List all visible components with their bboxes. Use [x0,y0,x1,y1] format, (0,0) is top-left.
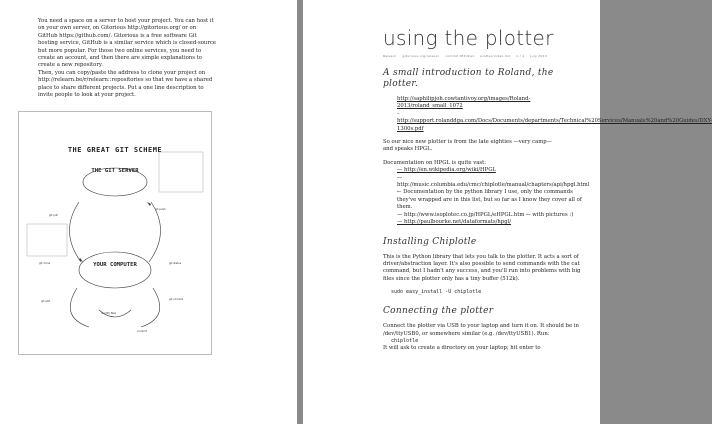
intro-line: http://relearn.be/r/relearn::repositories so that we have a shared [38,77,213,84]
right-page [303,0,712,424]
body-plotter-1: So our nice new plotter is from the late eighties —very camp— [383,139,552,146]
callout-commit-2: commit [137,330,147,334]
body-installing: This is the Python library that lets you talk to the plotter. It acts a sort of driver/abstraction layer. It's also possible to send commands with the cat command, but I hadn't any success, and you'll run into problems with big files since the plotter only has a tiny buffer (512k). [383,253,581,282]
intro-line: You need a space on a server to host your project. You can host it [38,18,214,24]
callout-modify: modify files [101,312,117,316]
byline-item: July 2013 [530,54,548,58]
figure-server-label: THE GIT SERVER [91,168,139,175]
intro-line: on your own server, on Gitorious http://gitorious.org/ or on [38,25,197,32]
byline-item: Relearn [383,54,397,58]
link-isoplotec[interactable]: — http://www.isoplotec.co.jp/HPGL/eHPGL.htm ← with pictures :) [397,211,574,218]
figure-computer-label: YOUR COMPUTER [93,262,137,269]
intro-line: Then, you can copy/paste the address to clone your project on [38,69,206,76]
callout-add: git add [41,300,51,304]
left-page [0,0,297,424]
byline-item: commit 8f3d2a1 [445,54,475,58]
code-chiplotle: chiplotle [391,337,419,344]
intro-line: create an account, and then there are simple explanations to [38,55,202,62]
byline-item: plotter/index.md [480,54,511,58]
intro-line: but more popular. For those two online services, you need to [38,47,202,54]
link-chiplotle-hpgl[interactable]: — http://music.columbia.edu/cmc/chiplotle/manual/chapters/api/hpgl.html ← Documentation by the python library I use, only the commands they've wrapped are in this list, but so far as I know they cover all of them. [397,174,590,211]
callout-status: git status [169,262,182,266]
docs-intro: Documentation on HPGL is quite vast: [383,159,486,166]
link-roland-manual[interactable]: http://support.rolanddga.com/Docs/Documents/departments/Technical%20Services/Manuals%20and%20Guides/DXY-1300s.pdf [397,118,712,132]
git-scheme-figure [18,111,212,355]
intro-line: hosting service, GitHub is a similar service which is closed-source [38,40,216,47]
body-plotter-2: and speaks HPGL. [383,146,433,153]
body-connecting: Connect the plotter via USB to your laptop and turn it on. It should be in /dev/ttyUSB0, or somewhere similar (e.g. /dev/ttyUSB1). Run: [383,323,579,337]
intro-line: place to share different projects. Put a one line description to [38,84,204,91]
figure-title: THE GREAT GIT SCHEME [67,146,163,155]
link-paulbourke[interactable]: — http://paulbourke.net/dataformats/hpgl/ [397,219,512,226]
section-heading-installing: Installing Chiplotle [383,236,477,247]
callout-clone: git clone [39,262,51,266]
callout-commit: git commit [169,298,184,302]
callout-pull: git pull [49,214,58,218]
intro-line: create a new repository. [38,62,103,69]
link-roland-image[interactable]: http://saphilipjoh.cowtantivoy.org/images/Roland-2013/roland_small_1072 [397,96,531,110]
dash: – [397,110,400,117]
section-heading-connecting: Connecting the plotter [383,306,494,317]
byline-item: gitorious.org/relearn [402,54,440,58]
code-install: sudo easy_install -U chiplotle [391,289,482,296]
section-heading-intro: A small introduction to Roland, the plotter. [383,68,554,89]
page-title: using the plotter [383,26,554,50]
body-connecting-after: It will ask to create a directory on your laptop; hit enter to [383,344,541,351]
intro-line: GitHub https://github.com/. Gitorious is a free software Git [38,32,197,39]
intro-line: invite people to look at your project. [38,92,136,99]
link-wikipedia-hpgl[interactable]: — http://en.wikipedia.org/wiki/HPGL [397,167,496,174]
intro-paragraph [38,18,277,99]
byline [383,54,582,58]
callout-push: git push [155,208,166,212]
byline-item: 1 / 1 [516,54,525,58]
